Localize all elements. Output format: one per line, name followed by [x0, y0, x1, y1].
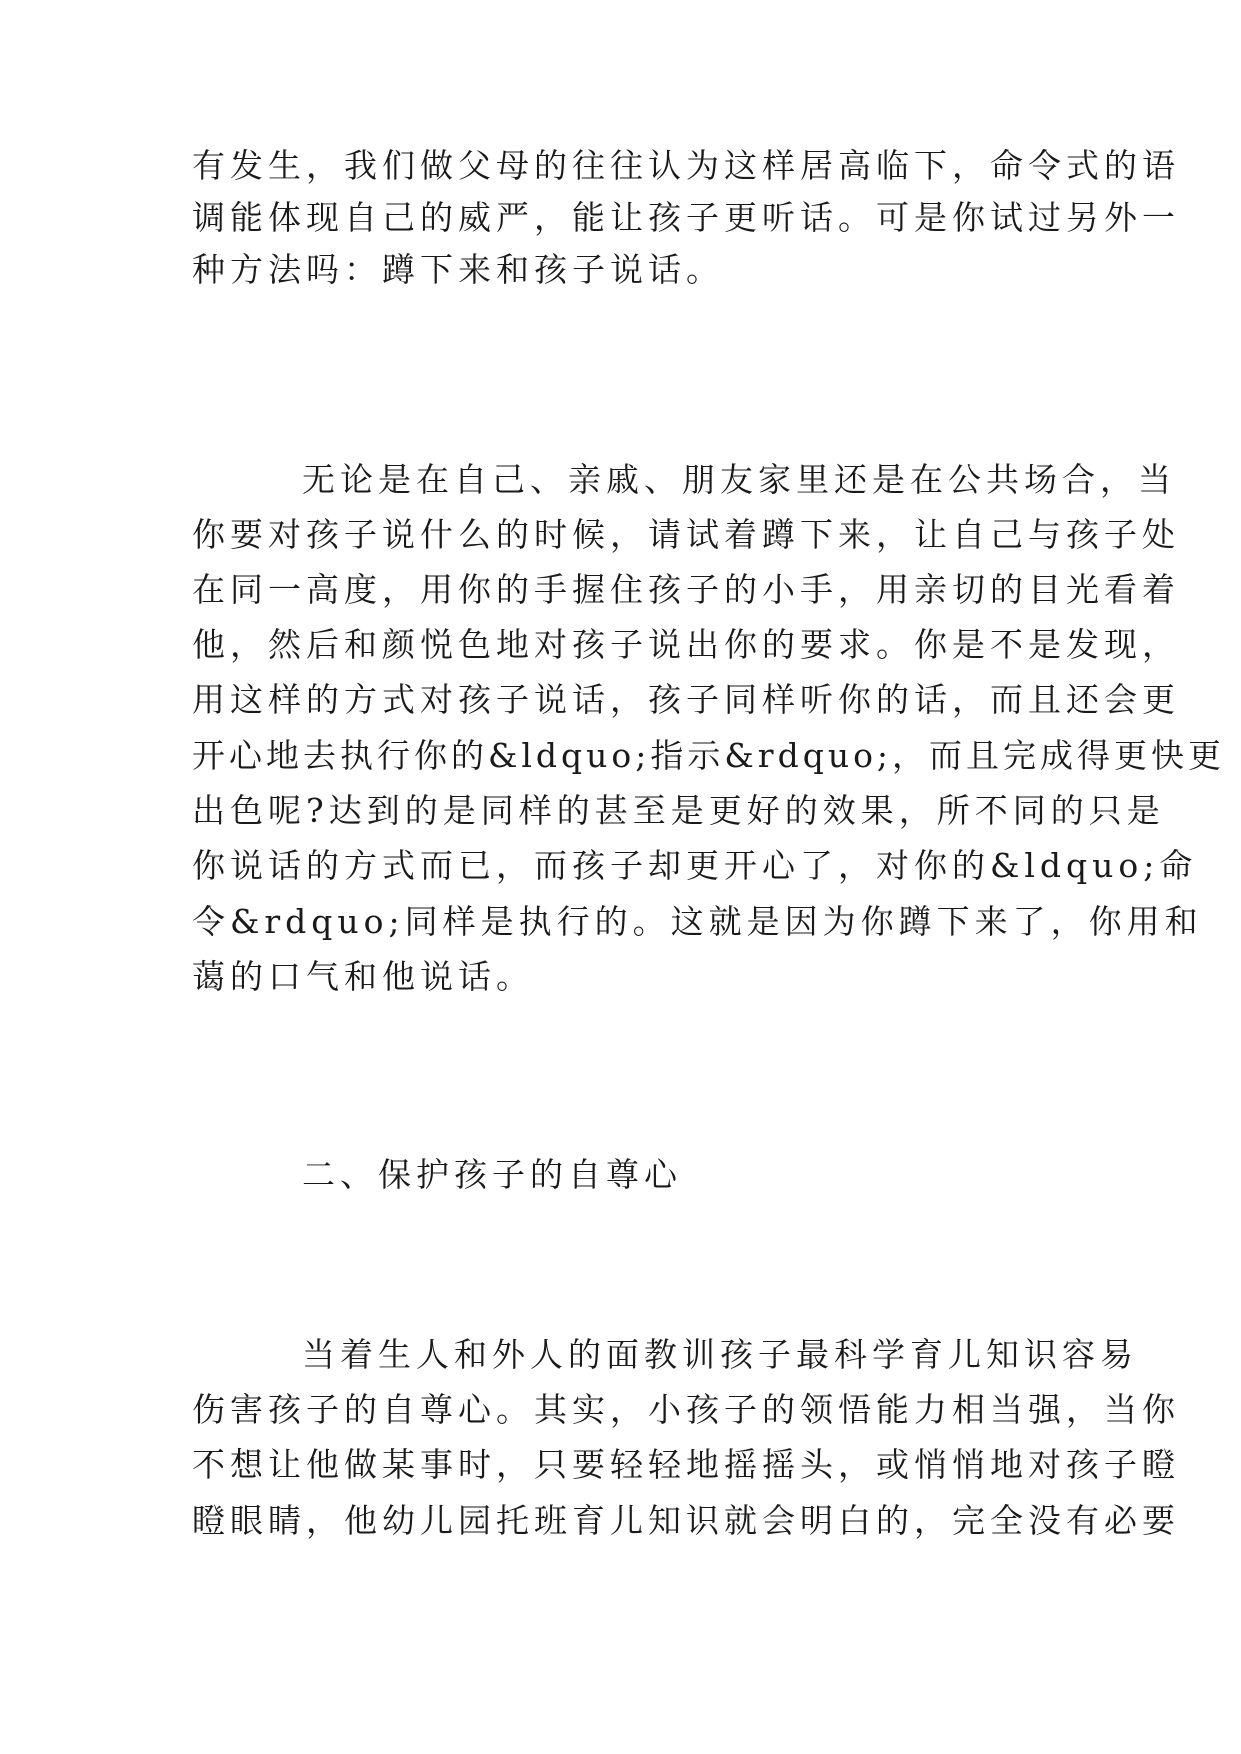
paragraph-line: 你要对孩子说什么的时候，请试着蹲下来，让自己与孩子处: [192, 515, 1180, 554]
paragraph-line: 令&rdquo;同样是执行的。这就是因为你蹲下来了，你用和: [192, 902, 1203, 941]
paragraph-line: 瞪眼睛，他幼儿园托班育儿知识就会明白的，完全没有必要: [192, 1501, 1180, 1540]
paragraph-line: 开心地去执行你的&ldquo;指示&rdquo;，而且完成得更快更: [192, 736, 1226, 775]
paragraph-line: 出色呢?达到的是同样的甚至是更好的效果，所不同的只是: [192, 791, 1165, 830]
paragraph-line: 无论是在自己、亲戚、朋友家里还是在公共场合，当: [302, 460, 1176, 499]
paragraph-line: 在同一高度，用你的手握住孩子的小手，用亲切的目光看着: [192, 570, 1180, 609]
paragraph-line: 不想让他做某事时，只要轻轻地摇摇头，或悄悄地对孩子瞪: [192, 1445, 1180, 1484]
paragraph-line: 用这样的方式对孩子说话，孩子同样听你的话，而且还会更: [192, 680, 1180, 719]
paragraph-line: 他，然后和颜悦色地对孩子说出你的要求。你是不是发现，: [192, 625, 1180, 664]
section-heading: 二、保护孩子的自尊心: [302, 1155, 682, 1194]
paragraph-line: 你说话的方式而已，而孩子却更开心了，对你的&ldquo;命: [192, 846, 1198, 885]
paragraph-line: 种方法吗：蹲下来和孩子说话。: [192, 250, 724, 289]
paragraph-line: 调能体现自己的威严，能让孩子更听话。可是你试过另外一: [192, 198, 1180, 237]
paragraph-line: 有发生，我们做父母的往往认为这样居高临下，命令式的语: [192, 146, 1180, 185]
paragraph-line: 蔼的口气和他说话。: [192, 957, 534, 996]
paragraph-line: 伤害孩子的自尊心。其实，小孩子的领悟能力相当强，当你: [192, 1390, 1180, 1429]
paragraph-line: 当着生人和外人的面教训孩子最科学育儿知识容易: [302, 1335, 1138, 1374]
